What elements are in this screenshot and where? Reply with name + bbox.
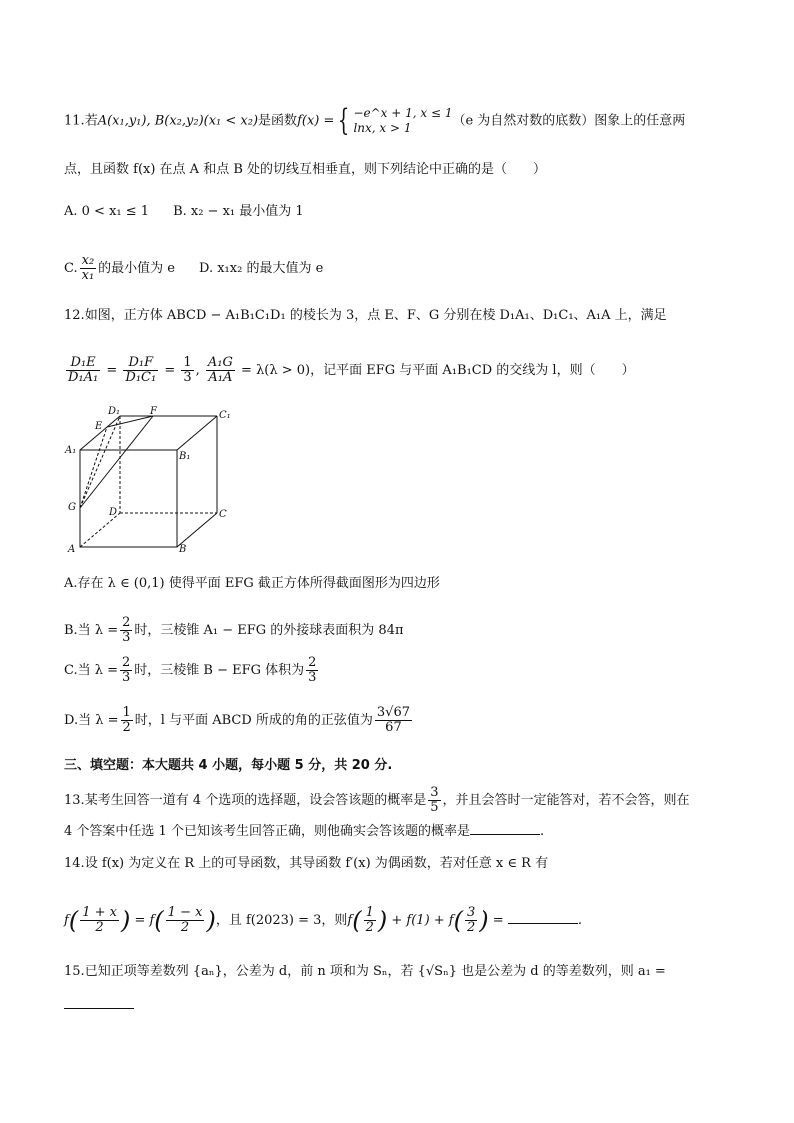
q11-line1: 11.若A(x₁,y₁), B(x₂,y₂)(x₁ < x₂)是函数f(x) = { −e^x + 1, x ≤ 1 lnx, x > 1 （e 为自然对数的底数）图象上的任意两 (64, 103, 686, 138)
q12-option-d: D.当 λ = $\frac{1}{2}$ 时，l 与平面 ABCD 所成的角的正弦值为 $\frac{3√67}{67}$ (64, 705, 410, 735)
q13-line1: 13.某考生回答一道有 4 个选项的选择题，设会答该题的概率是 $\frac{3}{5}$ ，并且会答时一定能答对，若不会答，则在 (64, 785, 690, 815)
label-e: E (95, 421, 103, 432)
q14-answer-blank[interactable] (508, 911, 578, 924)
q11-number: 11. (64, 113, 85, 129)
q11-options-ab (64, 202, 304, 222)
segment-g-f (80, 416, 153, 508)
q15-answer-blank[interactable] (64, 996, 134, 1009)
cube-figure (62, 404, 237, 556)
edge-a-d (80, 513, 120, 547)
q11-option-b: B. x₂ − x₁ 最小值为 1 (173, 204, 304, 219)
label-a: A (68, 544, 76, 555)
q12-line1: 12.如图，正方体 ABCD − A₁B₁C₁D₁ 的棱长为 3，点 E、F、G 分别在棱 D₁A₁、D₁C₁、A₁A 上，满足 (64, 308, 667, 323)
section-3-heading: 三、填空题：本大题共 4 小题，每小题 5 分，共 20 分. (64, 758, 393, 773)
q15-line2 (64, 996, 134, 1016)
q11-option-a: A. 0 < x₁ ≤ 1 (64, 204, 150, 219)
label-b: B (179, 544, 187, 555)
q12-line2: $\frac{\text{D₁E}}{\text{D₁A₁}}$ = $\frac{\text{D₁F}}{\text{D₁C₁}}$ = $\frac{1}{3}$ , $\frac{\text{A₁G}}{\text{A₁A}}$ = λ(λ > 0)，记平面 EFG 与平面 A₁B₁CD 的交线为 l，则（ ） (68, 355, 635, 385)
piecewise-brace: { (338, 103, 350, 138)
q11-points: A(x₁,y₁), B(x₂,y₂)(x₁ < x₂) (97, 113, 259, 129)
q14-line1: 14.设 f(x) 为定义在 R 上的可导函数，其导函数 f′(x) 为偶函数，若对任意 x ∈ R 有 (64, 856, 549, 871)
piecewise-cases: −e^x + 1, x ≤ 1 lnx, x > 1 (353, 106, 453, 135)
q12-option-a: A.存在 λ ∈ (0,1) 使得平面 EFG 截正方体所得截面图形为四边形 (64, 576, 440, 591)
q14-number: 14. (64, 856, 85, 871)
q12-option-c: C.当 λ = $\frac{2}{3}$ 时，三棱锥 B − EFG 体积为 $\frac{2}{3}$ (64, 655, 317, 685)
q11-options-cd: C. $\frac{\text{x₂}}{\text{x₁}}$ 的最小值为 e D. x₁x₂ 的最大值为 e (64, 253, 324, 283)
label-f: F (150, 406, 157, 417)
q11-option-c-fraction: $\frac{\text{x₂}}{\text{x₁}}$ (81, 253, 95, 283)
label-d1: D₁ (108, 406, 121, 417)
q11-option-c: 的最小值为 e (98, 261, 175, 276)
label-c1: C₁ (219, 410, 231, 421)
label-c: C (219, 509, 227, 520)
q15-number: 15. (64, 964, 85, 979)
q14-line2: f( $\frac{1 + x}{2}$ ) = f( $\frac{1 - x}{2}$ )，且 f(2023) = 3，则f( $\frac{1}{2}$ ) + f(1) + f( $\frac{3}{2}$ ) = . (64, 905, 582, 935)
label-d: D (109, 507, 118, 518)
q11-option-d: D. x₁x₂ 的最大值为 e (199, 261, 324, 276)
label-g: G (68, 502, 76, 513)
q11-note: （e 为自然对数的底数）图象上的任意两 (452, 113, 686, 129)
edge-b1-c1 (177, 416, 217, 450)
edge-b-c (177, 513, 217, 547)
q15-line1: 15.已知正项等差数列 {aₙ}，公差为 d，前 n 项和为 Sₙ，若 {√Sₙ} 也是公差为 d 的等差数列，则 a₁ = (64, 964, 666, 979)
q13-answer-blank[interactable] (470, 822, 540, 835)
q13-line2: 4 个答案中任选 1 个已知该考生回答正确，则他确实会答该题的概率是 . (64, 824, 545, 839)
q12-number: 12. (64, 308, 85, 323)
label-a1: A₁ (65, 445, 77, 456)
q11-line2: 点，且函数 f(x) 在点 A 和点 B 处的切线互相垂直，则下列结论中正确的是（ ） (64, 162, 547, 177)
label-b1: B₁ (179, 451, 191, 462)
q11-function: f(x) = (297, 113, 335, 129)
q13-number: 13. (64, 793, 85, 808)
q12-option-b: B.当 λ = $\frac{2}{3}$ 时，三棱锥 A₁ − EFG 的外接球表面积为 84π (64, 615, 404, 645)
